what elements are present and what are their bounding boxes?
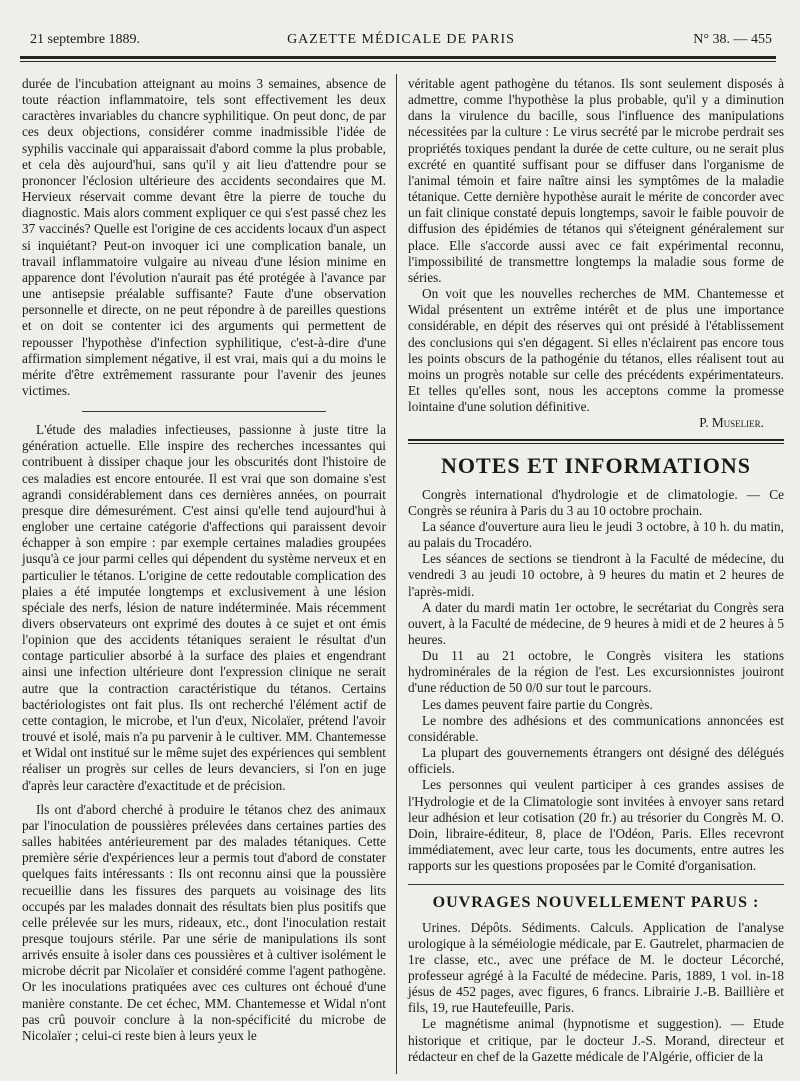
header-rule-thin (20, 61, 776, 62)
header-date: 21 septembre 1889. (30, 32, 141, 47)
paragraph: L'étude des maladies infectieuses, passionne à juste titre la génération actuelle. Elle inspire des recherches incessantes qui contribuent à dissiper chaque jour les obscurités dont l'histoire de ces maladies est encore entourée. Il est vrai que son domaine s'est agrandi considérablement dans ces dernières années, on pourrait presque dire démesurément. C'est ainsi qu'elle tend aujourd'hui à englober une certaine catégorie d'affections qui paraissent devoir échapper à son empire : par exemple certaines maladies groupées jusqu'à ce jour parmi celles qui dépendent du système nerveux et en particulier le tétanos. L'origine de cette redoutable complication des plaies a été imputée longtemps et exclusivement à une lésion spéciale des nerfs, lésion de nature indéterminée. Mais récemment divers observateurs ont exprimé des doutes à ce sujet et ont émis l'opinion que des accidents tétaniques seraient le résultat d'un contage particulier absorbé à la surface des plaies et engendrant ainsi une infection ultérieure dont l'expression clinique ne serait autre que la contraction caractéristique du tétanos. Certains bactériologistes ont fait plus. Ils ont recherché l'élément actif de cette contagion, le microbe, et l'un d'eux, Nicolaïer, prétend l'avoir trouvé et isolé, mais n'a pu parvenir à le cultiver. MM. Chantemesse et Widal ont institué sur le même sujet des expériences qui semblent réaliser un progrès sur celles de leurs devanciers, si l'on en juge d'après leur caractère d'exactitude et de précision. (22, 422, 386, 793)
note-item: Congrès international d'hydrologie et de climatologie. — Ce Congrès se réunira à Paris du 3 au 10 octobre prochain. (408, 486, 784, 518)
author-signature: P. Muselier. (699, 415, 764, 431)
page-header (30, 30, 772, 52)
section-rule (408, 439, 784, 441)
book-item: Urines. Dépôts. Sédiments. Calculs. Application de l'analyse urologique à la séméiologie médicale, par E. Gautrelet, pharmacien de 1re classe, etc., avec une préface de M. le docteur Lécorché, professeur agrégé à la Faculté de médecine. Paris, 1889, 1 vol. in-18 jésus de 452 pages, avec figures, 6 francs. Librairie J.-B. Baillière et fils, 19, rue Hautefeuille, Paris. (408, 919, 784, 1016)
header-rule (20, 56, 776, 59)
note-item: A dater du mardi matin 1er octobre, le secrétariat du Congrès sera ouvert, à la Faculté de médecine, de 9 heures à midi et de 2 heures à 5 heures. (408, 599, 784, 647)
section-rule-thin (408, 443, 784, 444)
issue-number: N° 38. — 455 (693, 32, 772, 47)
right-column (408, 76, 784, 1065)
left-column (22, 76, 386, 1044)
paragraph: On voit que les nouvelles recherches de MM. Chantemesse et Widal présentent un extrême intérêt et de plus une importance considérable, en dépit des réserves qui ont présidé à l'établissement des conclusions qui s'en dégagent. Si elles n'éclairent pas encore tous les points obscurs de la pathogénie du tétanos, elles réalisent tout au moins un progrès notable sur celle des précédents expérimentateurs. Et telles qu'elles sont, nous les acceptons comme la promesse lointaine d'une solution définitive. (408, 286, 784, 415)
journal-title: GAZETTE MÉDICALE DE PARIS (287, 32, 515, 47)
section-separator (82, 411, 326, 412)
section-separator (408, 884, 784, 885)
note-item: La plupart des gouvernements étrangers ont désigné des délégués officiels. (408, 745, 784, 777)
note-item: Les dames peuvent faire partie du Congrès. (422, 696, 653, 712)
note-item: Les séances de sections se tiendront à la Faculté de médecine, du vendredi 3 au jeudi 10 octobre, à 9 heures du matin et 2 heures de l'après-midi. (408, 551, 784, 599)
note-item: Les personnes qui veulent participer à ces grandes assises de l'Hydrologie et de la Climatologie sont invitées à envoyer sans retard leur adhésion et leur cotisation (20 fr.) au trésorier du Congrès M. O. Doin, libraire-éditeur, 8, place de l'Odéon, Paris. Elles recevront immédiatement, avec leur carte, tous les documents, entre autres les rapports sur les questions proposées par le Comité d'organisation. (408, 777, 784, 874)
note-item: Le nombre des adhésions et des communications annoncées est considérable. (408, 712, 784, 744)
notes-heading: NOTES ET INFORMATIONS (441, 453, 751, 479)
column-divider (396, 74, 397, 1074)
paragraph: durée de l'incubation atteignant au moins 3 semaines, absence de toute réaction inflammatoire, tels sont effectivement les deux caractères invariables du chancre syphilitique. On peut donc, de par ces deux objections, considérer comme inadmissible l'idée de syphilis vaccinale qui apparaissait d'abord comme la plus probable, et cela dès aujourd'hui, sans qu'il y ait lieu d'attendre pour se prononcer l'éclosion ultérieure des accidents secondaires que M. Hervieux réservait comme devant être la pierre de touche du diagnostic. Mais alors comment expliquer ce qui s'est passé chez les 37 vaccinés? Quelle est l'origine de ces accidents locaux d'un aspect si inquiétant? Peut-on invoquer ici une complication banale, un travail inflammatoire vulgaire au niveau d'une lésion minime en apparence dont l'évolution n'aurait pas été protégée à l'avance par une antisepsie préalable suffisante? Faute d'une observation personnelle et directe, on ne peut répondre à de pareilles questions et on doit se contenter ici des arguments qui permettent de repousser l'hypothèse d'infection syphilitique, c'est-à-dire d'une affirmation simplement négative, il est vrai, mais qui a du moins le mérite d'être extrêmement rassurante pour l'avenir des jeunes victimes. (22, 76, 386, 398)
paragraph: Ils ont d'abord cherché à produire le tétanos chez des animaux par l'inoculation de poussières prélevées dans certaines parties des salles habitées antérieurement par des malades tétaniques. Cette première série d'expériences leur a permis tout d'abord de constater quelques faits intéressants : Ils ont reconnu ainsi que la poussière recueillie dans les fissures des parquets au voisinage des lits occupés par les malades donnait des résultats bien plus positifs que celle prélevée sur les murs, rideaux, etc., dont l'inoculation restait presque toujours stérile. Par une série de manipulations ils sont arrivés ensuite à isoler dans ces poussières et à cultiver isolément le microbe décrit par Nicolaïer et considéré comme l'agent pathogène. Or les inoculations pratiquées avec ces cultures ont échoué d'une manière constante. De cet échec, MM. Chantemesse et Widal n'ont pas crû pouvoir conclure à la non-spécificité du microbe de Nicolaïer ; celui-ci reste bien à leurs yeux le (22, 801, 386, 1043)
note-item: Du 11 au 21 octobre, le Congrès visitera les stations hydrominérales de la région de l'est. Les excursionnistes jouiront d'une réduction de 50 0/0 sur tout le parcours. (408, 648, 784, 696)
books-heading: OUVRAGES NOUVELLEMENT PARUS : (432, 894, 760, 912)
book-item: Le magnétisme animal (hypnotisme et suggestion). — Etude historique et critique, par le docteur J.-S. Morand, directeur et rédacteur en chef de la Gazette médicale de l'Algérie, officier de la (408, 1016, 784, 1064)
paragraph: véritable agent pathogène du tétanos. Ils sont seulement disposés à admettre, comme l'hypothèse la plus probable, qu'il y a diminution dans la virulence du bacille, sous l'influence des manipulations nécessitées par la culture : Le virus secrété par le microbe perdrait ses propriétés toxiques pendant la durée de cette culture, ou ne serait plus excrété en quantité suffisant pour se diffuser dans l'organisme de l'animal témoin et faire naître ainsi les symptômes de la maladie tétanique. Cette dernière hypothèse aurait le mérite de concorder avec un fait clinique constaté depuis longtemps, savoir le faible pouvoir de diffusion des épidémies de tétanos qui s'éteignent généralement sur place. Elle s'accorde aussi avec ce fait expérimental reconnu, l'impossibilité de transmettre longtemps la maladie sous forme de séries. (408, 76, 784, 285)
note-item: La séance d'ouverture aura lieu le jeudi 3 octobre, à 10 h. du matin, au palais du Trocadéro. (408, 518, 784, 551)
